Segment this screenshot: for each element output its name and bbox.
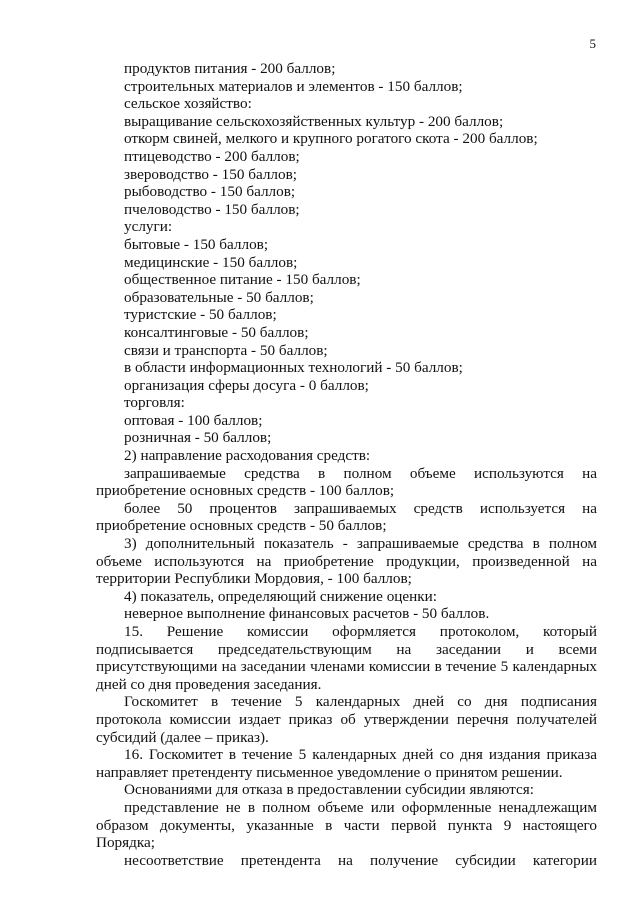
text-line: несоответствие претендента на получение субсидии категории [124, 851, 597, 869]
text-line: сельское хозяйство: [124, 95, 252, 113]
text-line: в области информационных технологий - 50 баллов; [124, 359, 463, 377]
text-line: бытовые - 150 баллов; [124, 235, 269, 253]
text-line: выращивание сельскохозяйственных культур - 200 баллов; [124, 112, 504, 130]
text-line: звероводство - 150 баллов; [124, 165, 297, 183]
text-line: образовательные - 50 баллов; [124, 288, 314, 306]
text-line: 2) направление расходования средств: [124, 447, 371, 465]
page-number: 5 [589, 36, 596, 51]
text-line: 16. Госкомитет в течение 5 календарных дней со дня издания приказа [124, 746, 597, 764]
text-line: оптовая - 100 баллов; [124, 411, 263, 429]
text-line: 4) показатель, определяющий снижение оценки: [124, 587, 438, 605]
text-line: дней со дня проведения заседания. [96, 675, 322, 693]
text-line: представление не в полном объеме или оформленные ненадлежащим [124, 798, 597, 816]
text-line: Основаниями для отказа в предоставлении субсидии являются: [124, 781, 534, 799]
text-line: рыбоводство - 150 баллов; [124, 183, 296, 201]
text-line: Госкомитет в течение 5 календарных дней со дня подписания [124, 693, 597, 711]
text-line: территории Республики Мордовия, - 100 баллов; [96, 570, 412, 588]
text-line: продуктов питания - 200 баллов; [124, 60, 336, 77]
text-line: 15. Решение комиссии оформляется протоколом, который [124, 623, 597, 640]
text-line: торговля: [124, 394, 185, 412]
text-line: птицеводство - 200 баллов; [124, 147, 300, 165]
text-line: протокола комиссии издает приказ об утверждении перечня получателей [96, 710, 597, 728]
text-line: консалтинговые - 50 баллов; [124, 323, 309, 341]
text-line: запрашиваемые средства в полном объеме используются на [124, 464, 597, 482]
text-line: туристские - 50 баллов; [124, 306, 277, 324]
document-body [96, 60, 597, 869]
text-line: связи и транспорта - 50 баллов; [124, 341, 328, 359]
text-line: объеме используются на приобретение продукции, произведенной на [96, 552, 597, 570]
text-line: неверное выполнение финансовых расчетов - 50 баллов. [124, 605, 490, 623]
text-line: услуги: [124, 218, 173, 236]
text-line: 3) дополнительный показатель - запрашиваемые средства в полном [124, 535, 597, 553]
text-line: общественное питание - 150 баллов; [124, 271, 361, 289]
text-line: строительных материалов и элементов - 150 баллов; [124, 77, 463, 95]
text-line: более 50 процентов запрашиваемых средств используется на [124, 499, 597, 517]
text-line: приобретение основных средств - 100 баллов; [96, 482, 395, 500]
text-line: присутствующими на заседании членами комиссии в течение 5 календарных [96, 658, 597, 676]
text-line: образом документы, указанные в части первой пункта 9 настоящего Порядка; [96, 816, 597, 852]
text-line: субсидий (далее – приказ). [96, 728, 269, 746]
text-line: направляет претенденту письменное уведомление о принятом решении. [96, 763, 563, 781]
text-line: розничная - 50 баллов; [124, 429, 272, 447]
text-line: приобретение основных средств - 50 баллов; [96, 517, 387, 535]
text-line: организация сферы досуга - 0 баллов; [124, 376, 369, 394]
text-line: медицинские - 150 баллов; [124, 253, 298, 271]
text-line: подписывается председательствующим на заседании и всеми [96, 640, 597, 658]
text-line: пчеловодство - 150 баллов; [124, 200, 300, 218]
text-line: откорм свиней, мелкого и крупного рогатого скота - 200 баллов; [124, 130, 538, 148]
